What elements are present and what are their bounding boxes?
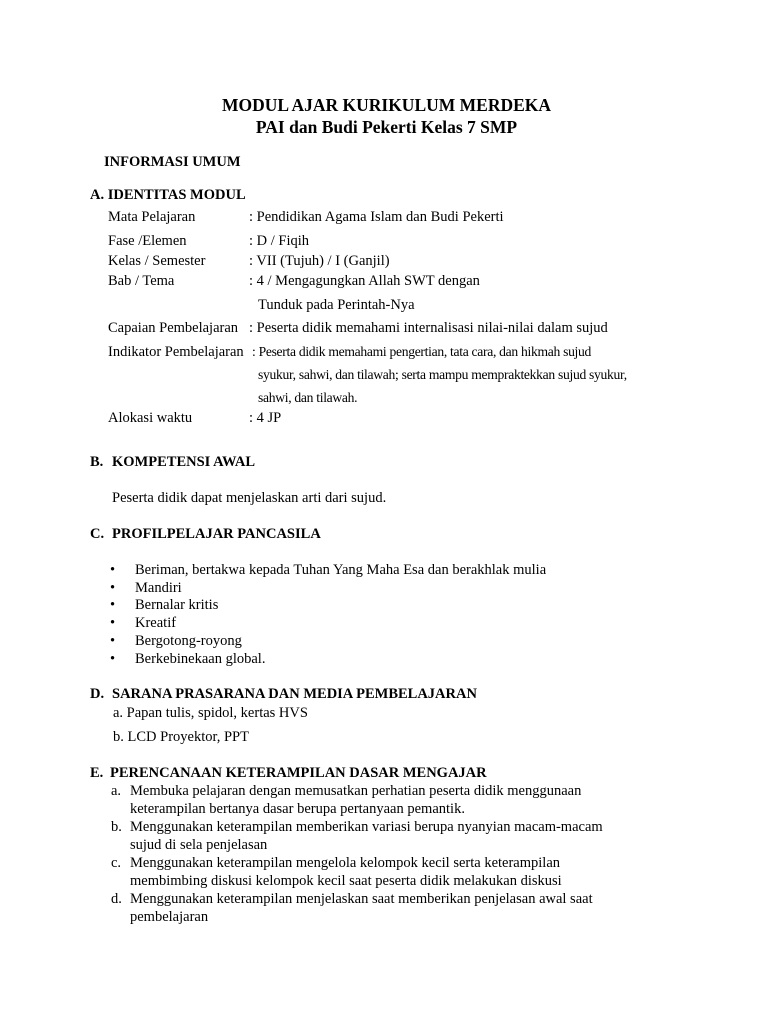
list-marker: c. bbox=[111, 855, 122, 871]
list-item: Bernalar kritis bbox=[135, 597, 219, 613]
informasi-umum-heading: INFORMASI UMUM bbox=[104, 154, 241, 170]
list-item-continued: pembelajaran bbox=[130, 909, 209, 925]
section-a-heading: A. IDENTITAS MODUL bbox=[90, 187, 246, 203]
bullet-icon: • bbox=[110, 562, 116, 578]
list-marker: a. bbox=[111, 783, 122, 799]
list-marker: b. bbox=[111, 819, 122, 835]
identity-label: Alokasi waktu bbox=[108, 410, 193, 426]
document-title: MODUL AJAR KURIKULUM MERDEKA bbox=[221, 95, 552, 115]
identity-value: : VII (Tujuh) / I (Ganjil) bbox=[249, 253, 390, 269]
list-item: b. LCD Proyektor, PPT bbox=[113, 729, 249, 745]
bullet-icon: • bbox=[110, 651, 116, 667]
list-item: a. Papan tulis, spidol, kertas HVS bbox=[113, 705, 308, 721]
list-item: Menggunakan keterampilan mengelola kelompok kecil serta keterampilan bbox=[130, 855, 561, 871]
identity-value: : 4 JP bbox=[249, 410, 282, 426]
identity-label: Fase /Elemen bbox=[108, 233, 187, 249]
list-item-continued: membimbing diskusi kelompok kecil saat peserta didik melakukan diskusi bbox=[130, 873, 562, 889]
identity-label: Bab / Tema bbox=[108, 273, 175, 289]
bullet-icon: • bbox=[110, 615, 116, 631]
section-d-letter: D. bbox=[90, 686, 105, 702]
list-item: Membuka pelajaran dengan memusatkan perhatian peserta didik menggunaan bbox=[130, 783, 582, 799]
list-item: Beriman, bertakwa kepada Tuhan Yang Maha Esa dan berakhlak mulia bbox=[135, 562, 547, 578]
list-item: Berkebinekaan global. bbox=[135, 651, 266, 667]
identity-value: : D / Fiqih bbox=[249, 233, 310, 249]
bullet-icon: • bbox=[110, 633, 116, 649]
list-item: Menggunakan keterampilan memberikan variasi berupa nyanyian macam-macam bbox=[130, 819, 603, 835]
section-e-letter: E. bbox=[90, 765, 104, 781]
identity-label: Capaian Pembelajaran bbox=[108, 320, 239, 336]
section-b-heading: KOMPETENSI AWAL bbox=[112, 454, 256, 470]
identity-value: : Pendidikan Agama Islam dan Budi Pekerti bbox=[249, 209, 504, 225]
list-item-continued: keterampilan bertanya dasar berupa pertanyaan pemantik. bbox=[130, 801, 465, 817]
section-c-letter: C. bbox=[90, 526, 105, 542]
identity-label: Mata Pelajaran bbox=[108, 209, 196, 225]
identity-value-continued: sahwi, dan tilawah. bbox=[258, 390, 358, 405]
bullet-icon: • bbox=[110, 597, 116, 613]
identity-label: Indikator Pembelajaran bbox=[108, 344, 244, 360]
section-b-letter: B. bbox=[90, 454, 104, 470]
list-item: Mandiri bbox=[135, 580, 182, 596]
identity-value-continued: Tunduk pada Perintah-Nya bbox=[258, 297, 415, 313]
identity-label: Kelas / Semester bbox=[108, 253, 206, 269]
kompetensi-awal-text: Peserta didik dapat menjelaskan arti dari sujud. bbox=[112, 490, 387, 506]
identity-value: : Peserta didik memahami pengertian, tata cara, dan hikmah sujud bbox=[252, 344, 592, 359]
list-item-continued: sujud di sela penjelasan bbox=[130, 837, 268, 853]
list-marker: d. bbox=[111, 891, 122, 907]
section-e-heading: PERENCANAAN KETERAMPILAN DASAR MENGAJAR bbox=[110, 765, 487, 781]
section-c-heading: PROFILPELAJAR PANCASILA bbox=[112, 526, 321, 542]
bullet-icon: • bbox=[110, 580, 116, 596]
document-subtitle: PAI dan Budi Pekerti Kelas 7 SMP bbox=[255, 117, 518, 137]
list-item: Bergotong-royong bbox=[135, 633, 242, 649]
section-d-heading: SARANA PRASARANA DAN MEDIA PEMBELAJARAN bbox=[112, 686, 477, 702]
identity-value: : Peserta didik memahami internalisasi nilai-nilai dalam sujud bbox=[249, 320, 608, 336]
list-item: Menggunakan keterampilan menjelaskan saat memberikan penjelasan awal saat bbox=[130, 891, 593, 907]
identity-value: : 4 / Mengagungkan Allah SWT dengan bbox=[249, 273, 480, 289]
identity-value-continued: syukur, sahwi, dan tilawah; serta mampu mempraktekkan sujud syukur, bbox=[258, 367, 627, 382]
list-item: Kreatif bbox=[135, 615, 177, 631]
